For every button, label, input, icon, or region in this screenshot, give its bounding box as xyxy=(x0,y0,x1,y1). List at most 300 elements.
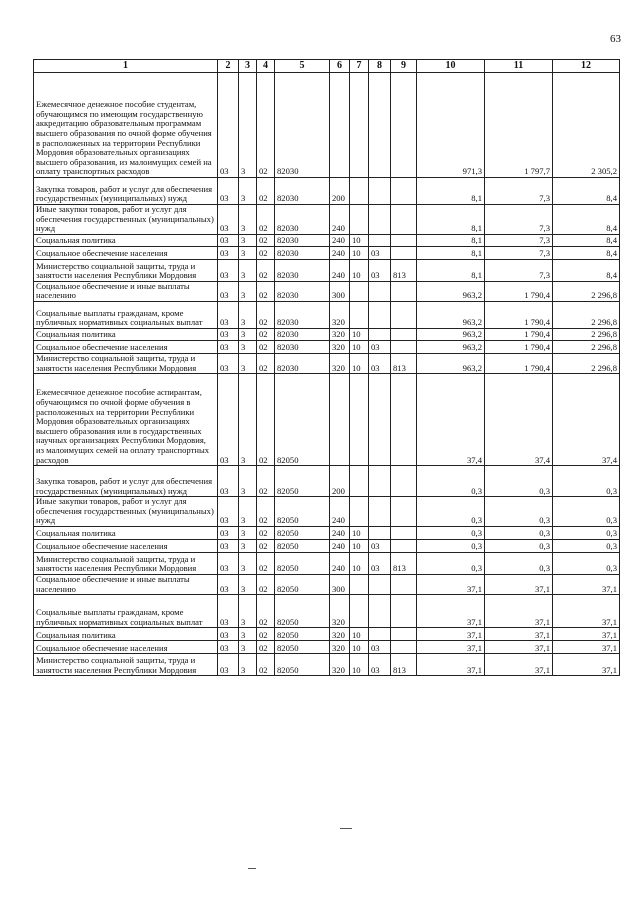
row-value-cell: 37,4 xyxy=(417,374,485,466)
row-value-cell: 2 296,8 xyxy=(553,328,620,340)
row-value-cell: 03 xyxy=(218,539,239,552)
row-value-cell: 10 xyxy=(350,328,369,340)
row-value-cell: 200 xyxy=(330,178,350,205)
row-value-cell: 02 xyxy=(257,552,275,574)
row-value-cell: 82030 xyxy=(275,340,330,353)
row-value-cell: 300 xyxy=(330,574,350,594)
row-value-cell: 82030 xyxy=(275,73,330,178)
table-row xyxy=(34,178,620,205)
row-value-cell: 82050 xyxy=(275,374,330,466)
row-value-cell: 7,3 xyxy=(485,178,553,205)
row-value-cell: 03 xyxy=(369,353,391,373)
row-value-cell: 10 xyxy=(350,234,369,246)
row-value-cell: 3 xyxy=(239,259,257,281)
row-value-cell: 10 xyxy=(350,552,369,574)
row-value-cell: 03 xyxy=(218,628,239,641)
row-value-cell: 7,3 xyxy=(485,259,553,281)
scan-mark xyxy=(340,828,352,829)
row-value-cell: 03 xyxy=(218,205,239,235)
row-value-cell: 03 xyxy=(218,552,239,574)
row-value-cell xyxy=(369,497,391,527)
row-value-cell: 240 xyxy=(330,234,350,246)
row-value-cell: 963,2 xyxy=(417,353,485,373)
table-row xyxy=(34,73,620,178)
row-value-cell: 2 296,8 xyxy=(553,281,620,301)
row-value-cell: 240 xyxy=(330,526,350,539)
row-value-cell xyxy=(391,526,417,539)
column-header: 4 xyxy=(257,60,275,73)
row-value-cell xyxy=(350,574,369,594)
row-value-cell: 10 xyxy=(350,641,369,654)
row-value-cell: 37,1 xyxy=(553,574,620,594)
row-value-cell: 813 xyxy=(391,259,417,281)
row-value-cell: 320 xyxy=(330,654,350,676)
row-value-cell: 3 xyxy=(239,654,257,676)
row-value-cell: 8,1 xyxy=(417,259,485,281)
row-name-cell: Ежемесячное денежное пособие студентам, обучающимся по имеющим государственную аккредитацию образовательным программам высшего образования по очной форме обучения в расположенных на территории Республики Мордовия образовательных организациях высшего образования, из малоимущих семей на оплату транспортных расходов xyxy=(34,73,218,178)
row-value-cell xyxy=(391,73,417,178)
row-value-cell: 37,1 xyxy=(553,595,620,628)
row-value-cell: 03 xyxy=(218,301,239,328)
row-value-cell: 2 305,2 xyxy=(553,73,620,178)
page-number: 63 xyxy=(610,33,621,45)
table-row xyxy=(34,641,620,654)
row-value-cell: 971,3 xyxy=(417,73,485,178)
row-value-cell: 963,2 xyxy=(417,301,485,328)
row-value-cell: 320 xyxy=(330,340,350,353)
row-name-cell: Ежемесячное денежное пособие аспирантам, обучающимся по очной форме обучения в расположенных на территории Республики Мордовия образовательных организациях высшего образования или в государственных научных организациях Республики Мордовия, из малоимущих семей на оплату транспортных расходов xyxy=(34,374,218,466)
row-value-cell: 320 xyxy=(330,328,350,340)
row-value-cell: 3 xyxy=(239,595,257,628)
row-value-cell: 300 xyxy=(330,281,350,301)
row-value-cell xyxy=(350,178,369,205)
table-row xyxy=(34,301,620,328)
row-value-cell: 3 xyxy=(239,641,257,654)
row-value-cell: 3 xyxy=(239,466,257,497)
row-value-cell: 82050 xyxy=(275,539,330,552)
column-header: 2 xyxy=(218,60,239,73)
row-name-cell: Социальное обеспечение и иные выплаты населению xyxy=(34,281,218,301)
row-value-cell: 37,1 xyxy=(485,574,553,594)
row-name-cell: Социальная политика xyxy=(34,526,218,539)
row-value-cell: 37,1 xyxy=(553,641,620,654)
row-value-cell xyxy=(391,497,417,527)
row-value-cell: 0,3 xyxy=(553,497,620,527)
row-value-cell: 320 xyxy=(330,595,350,628)
row-value-cell: 03 xyxy=(218,234,239,246)
row-value-cell: 03 xyxy=(369,259,391,281)
row-value-cell xyxy=(350,73,369,178)
row-name-cell: Иные закупки товаров, работ и услуг для обеспечения государственных (муниципальных) нужд xyxy=(34,497,218,527)
row-value-cell: 0,3 xyxy=(485,497,553,527)
row-value-cell: 02 xyxy=(257,526,275,539)
row-value-cell: 813 xyxy=(391,552,417,574)
row-value-cell: 37,1 xyxy=(553,628,620,641)
row-value-cell: 10 xyxy=(350,628,369,641)
row-value-cell: 37,1 xyxy=(485,595,553,628)
row-value-cell xyxy=(369,374,391,466)
row-value-cell: 82030 xyxy=(275,205,330,235)
row-value-cell: 240 xyxy=(330,205,350,235)
row-value-cell: 03 xyxy=(218,641,239,654)
row-value-cell: 3 xyxy=(239,281,257,301)
row-value-cell: 240 xyxy=(330,246,350,259)
row-value-cell: 02 xyxy=(257,574,275,594)
row-value-cell: 0,3 xyxy=(417,552,485,574)
row-value-cell: 8,1 xyxy=(417,205,485,235)
row-value-cell: 3 xyxy=(239,328,257,340)
row-value-cell: 3 xyxy=(239,301,257,328)
row-value-cell: 813 xyxy=(391,353,417,373)
row-value-cell: 02 xyxy=(257,259,275,281)
row-value-cell: 3 xyxy=(239,340,257,353)
row-value-cell: 8,1 xyxy=(417,178,485,205)
row-value-cell: 03 xyxy=(218,246,239,259)
table-row xyxy=(34,205,620,235)
row-value-cell: 37,1 xyxy=(553,654,620,676)
row-value-cell: 37,1 xyxy=(417,595,485,628)
row-value-cell: 0,3 xyxy=(417,526,485,539)
row-value-cell: 02 xyxy=(257,246,275,259)
row-value-cell: 37,1 xyxy=(417,574,485,594)
row-value-cell xyxy=(369,466,391,497)
row-value-cell xyxy=(350,497,369,527)
row-value-cell: 37,1 xyxy=(417,654,485,676)
row-value-cell xyxy=(369,574,391,594)
row-value-cell: 3 xyxy=(239,552,257,574)
row-value-cell: 02 xyxy=(257,281,275,301)
row-value-cell: 8,4 xyxy=(553,246,620,259)
row-value-cell: 82030 xyxy=(275,301,330,328)
row-value-cell: 0,3 xyxy=(417,539,485,552)
row-value-cell: 02 xyxy=(257,497,275,527)
table-row xyxy=(34,552,620,574)
row-value-cell: 1 790,4 xyxy=(485,353,553,373)
row-name-cell: Министерство социальной защиты, труда и занятости населения Республики Мордовия xyxy=(34,353,218,373)
row-value-cell: 03 xyxy=(218,654,239,676)
row-value-cell: 3 xyxy=(239,234,257,246)
row-value-cell: 3 xyxy=(239,205,257,235)
row-value-cell: 03 xyxy=(218,73,239,178)
table-row xyxy=(34,526,620,539)
row-value-cell: 82050 xyxy=(275,466,330,497)
row-value-cell: 03 xyxy=(218,328,239,340)
row-value-cell: 03 xyxy=(218,497,239,527)
row-value-cell: 3 xyxy=(239,374,257,466)
row-value-cell xyxy=(391,539,417,552)
row-value-cell: 37,4 xyxy=(485,374,553,466)
row-value-cell: 1 797,7 xyxy=(485,73,553,178)
row-value-cell: 240 xyxy=(330,539,350,552)
row-value-cell: 37,1 xyxy=(417,641,485,654)
row-value-cell: 82050 xyxy=(275,641,330,654)
table-row xyxy=(34,539,620,552)
table-row xyxy=(34,628,620,641)
row-name-cell: Закупка товаров, работ и услуг для обеспечения государственных (муниципальных) нужд xyxy=(34,466,218,497)
row-value-cell: 2 296,8 xyxy=(553,340,620,353)
row-value-cell: 02 xyxy=(257,595,275,628)
row-value-cell xyxy=(350,374,369,466)
row-name-cell: Социальное обеспечение и иные выплаты населению xyxy=(34,574,218,594)
row-value-cell: 0,3 xyxy=(485,552,553,574)
row-value-cell xyxy=(391,234,417,246)
row-value-cell xyxy=(350,301,369,328)
row-value-cell: 02 xyxy=(257,73,275,178)
row-value-cell: 2 296,8 xyxy=(553,301,620,328)
row-name-cell: Социальное обеспечение населения xyxy=(34,246,218,259)
row-value-cell: 3 xyxy=(239,539,257,552)
row-value-cell: 02 xyxy=(257,353,275,373)
row-value-cell xyxy=(369,628,391,641)
row-name-cell: Социальная политика xyxy=(34,628,218,641)
row-name-cell: Социальное обеспечение населения xyxy=(34,641,218,654)
row-value-cell: 3 xyxy=(239,526,257,539)
row-value-cell xyxy=(391,281,417,301)
table-body xyxy=(34,73,620,676)
row-value-cell: 0,3 xyxy=(417,497,485,527)
row-value-cell xyxy=(391,246,417,259)
row-value-cell: 03 xyxy=(369,539,391,552)
row-value-cell: 320 xyxy=(330,628,350,641)
row-value-cell: 8,4 xyxy=(553,205,620,235)
column-header: 9 xyxy=(391,60,417,73)
row-value-cell: 03 xyxy=(369,641,391,654)
row-value-cell: 82030 xyxy=(275,281,330,301)
table-row xyxy=(34,340,620,353)
row-value-cell: 240 xyxy=(330,552,350,574)
row-value-cell: 240 xyxy=(330,497,350,527)
row-value-cell xyxy=(391,628,417,641)
table-row xyxy=(34,281,620,301)
row-value-cell: 320 xyxy=(330,353,350,373)
row-value-cell: 3 xyxy=(239,628,257,641)
table-row xyxy=(34,595,620,628)
row-value-cell: 02 xyxy=(257,466,275,497)
row-value-cell: 7,3 xyxy=(485,246,553,259)
row-value-cell: 82030 xyxy=(275,353,330,373)
row-value-cell xyxy=(369,281,391,301)
row-value-cell xyxy=(350,281,369,301)
column-header: 12 xyxy=(553,60,620,73)
row-value-cell: 02 xyxy=(257,539,275,552)
row-value-cell: 03 xyxy=(218,466,239,497)
table-row xyxy=(34,328,620,340)
row-name-cell: Социальные выплаты гражданам, кроме публичных нормативных социальных выплат xyxy=(34,301,218,328)
row-value-cell: 3 xyxy=(239,497,257,527)
row-value-cell: 82030 xyxy=(275,234,330,246)
row-value-cell: 8,4 xyxy=(553,178,620,205)
row-value-cell: 03 xyxy=(218,353,239,373)
row-value-cell: 02 xyxy=(257,178,275,205)
row-value-cell xyxy=(350,205,369,235)
row-value-cell xyxy=(369,595,391,628)
row-value-cell: 1 790,4 xyxy=(485,328,553,340)
table-row xyxy=(34,654,620,676)
row-value-cell: 82030 xyxy=(275,259,330,281)
table-row xyxy=(34,259,620,281)
row-value-cell: 03 xyxy=(218,595,239,628)
row-name-cell: Социальные выплаты гражданам, кроме публичных нормативных социальных выплат xyxy=(34,595,218,628)
row-value-cell: 3 xyxy=(239,178,257,205)
row-name-cell: Социальная политика xyxy=(34,328,218,340)
table-row xyxy=(34,466,620,497)
row-value-cell xyxy=(369,178,391,205)
row-value-cell: 82030 xyxy=(275,246,330,259)
table-row xyxy=(34,246,620,259)
row-value-cell xyxy=(369,526,391,539)
row-value-cell: 0,3 xyxy=(417,466,485,497)
row-name-cell: Министерство социальной защиты, труда и занятости населения Республики Мордовия xyxy=(34,654,218,676)
row-value-cell: 1 790,4 xyxy=(485,340,553,353)
row-name-cell: Социальное обеспечение населения xyxy=(34,539,218,552)
row-value-cell xyxy=(369,301,391,328)
column-header: 11 xyxy=(485,60,553,73)
table-row xyxy=(34,234,620,246)
row-value-cell: 3 xyxy=(239,246,257,259)
row-value-cell xyxy=(391,641,417,654)
row-value-cell: 03 xyxy=(218,526,239,539)
row-value-cell: 7,3 xyxy=(485,234,553,246)
row-value-cell xyxy=(391,205,417,235)
row-value-cell: 03 xyxy=(218,281,239,301)
row-name-cell: Социальная политика xyxy=(34,234,218,246)
row-value-cell: 0,3 xyxy=(553,466,620,497)
row-value-cell: 82050 xyxy=(275,654,330,676)
row-value-cell: 963,2 xyxy=(417,281,485,301)
row-value-cell: 37,1 xyxy=(485,641,553,654)
column-header: 8 xyxy=(369,60,391,73)
row-value-cell xyxy=(330,73,350,178)
table-row xyxy=(34,353,620,373)
row-value-cell: 82050 xyxy=(275,628,330,641)
row-value-cell xyxy=(369,73,391,178)
row-value-cell: 3 xyxy=(239,574,257,594)
row-name-cell: Закупка товаров, работ и услуг для обеспечения государственных (муниципальных) нужд xyxy=(34,178,218,205)
table-row xyxy=(34,574,620,594)
row-value-cell: 82050 xyxy=(275,497,330,527)
row-value-cell: 37,4 xyxy=(553,374,620,466)
row-value-cell: 8,4 xyxy=(553,234,620,246)
scan-mark xyxy=(248,868,256,869)
row-value-cell xyxy=(369,328,391,340)
row-value-cell: 2 296,8 xyxy=(553,353,620,373)
row-value-cell: 0,3 xyxy=(485,526,553,539)
row-value-cell: 82050 xyxy=(275,526,330,539)
row-value-cell: 02 xyxy=(257,641,275,654)
row-value-cell xyxy=(330,374,350,466)
row-value-cell: 37,1 xyxy=(417,628,485,641)
row-value-cell: 3 xyxy=(239,73,257,178)
row-value-cell: 02 xyxy=(257,301,275,328)
row-value-cell: 03 xyxy=(218,574,239,594)
row-value-cell: 82050 xyxy=(275,595,330,628)
row-value-cell: 963,2 xyxy=(417,340,485,353)
row-value-cell: 10 xyxy=(350,246,369,259)
column-header: 7 xyxy=(350,60,369,73)
row-value-cell: 10 xyxy=(350,539,369,552)
row-value-cell: 10 xyxy=(350,526,369,539)
row-value-cell: 0,3 xyxy=(553,539,620,552)
row-name-cell: Министерство социальной защиты, труда и занятости населения Республики Мордовия xyxy=(34,259,218,281)
row-value-cell: 963,2 xyxy=(417,328,485,340)
row-value-cell: 1 790,4 xyxy=(485,281,553,301)
row-value-cell xyxy=(369,205,391,235)
row-name-cell: Иные закупки товаров, работ и услуг для обеспечения государственных (муниципальных) нужд xyxy=(34,205,218,235)
row-value-cell: 3 xyxy=(239,353,257,373)
row-value-cell: 8,1 xyxy=(417,246,485,259)
row-value-cell: 03 xyxy=(218,259,239,281)
row-value-cell xyxy=(350,466,369,497)
row-value-cell: 37,1 xyxy=(485,628,553,641)
column-header: 5 xyxy=(275,60,330,73)
row-value-cell: 03 xyxy=(218,340,239,353)
row-value-cell xyxy=(391,574,417,594)
row-value-cell: 8,1 xyxy=(417,234,485,246)
row-value-cell: 82030 xyxy=(275,328,330,340)
row-value-cell xyxy=(391,466,417,497)
row-value-cell xyxy=(391,328,417,340)
row-value-cell: 02 xyxy=(257,340,275,353)
row-value-cell: 320 xyxy=(330,301,350,328)
table-row xyxy=(34,497,620,527)
row-value-cell xyxy=(391,374,417,466)
row-value-cell: 0,3 xyxy=(485,466,553,497)
column-header: 3 xyxy=(239,60,257,73)
row-value-cell: 7,3 xyxy=(485,205,553,235)
row-value-cell xyxy=(391,340,417,353)
row-value-cell: 37,1 xyxy=(485,654,553,676)
column-header: 1 xyxy=(34,60,218,73)
row-value-cell: 1 790,4 xyxy=(485,301,553,328)
row-value-cell: 320 xyxy=(330,641,350,654)
row-value-cell: 03 xyxy=(369,246,391,259)
row-value-cell: 02 xyxy=(257,205,275,235)
row-value-cell: 0,3 xyxy=(485,539,553,552)
row-value-cell xyxy=(369,234,391,246)
row-value-cell: 10 xyxy=(350,340,369,353)
row-value-cell: 03 xyxy=(218,374,239,466)
row-value-cell: 10 xyxy=(350,353,369,373)
row-value-cell: 0,3 xyxy=(553,526,620,539)
row-value-cell: 0,3 xyxy=(553,552,620,574)
row-value-cell: 03 xyxy=(369,340,391,353)
row-value-cell: 10 xyxy=(350,654,369,676)
row-value-cell: 02 xyxy=(257,654,275,676)
row-value-cell: 02 xyxy=(257,628,275,641)
row-value-cell: 03 xyxy=(369,552,391,574)
row-value-cell: 02 xyxy=(257,234,275,246)
row-name-cell: Социальное обеспечение населения xyxy=(34,340,218,353)
row-value-cell: 82050 xyxy=(275,574,330,594)
row-value-cell: 03 xyxy=(369,654,391,676)
row-value-cell: 02 xyxy=(257,374,275,466)
column-header: 6 xyxy=(330,60,350,73)
row-value-cell: 240 xyxy=(330,259,350,281)
row-value-cell xyxy=(391,178,417,205)
row-value-cell: 813 xyxy=(391,654,417,676)
row-value-cell: 02 xyxy=(257,328,275,340)
row-value-cell: 03 xyxy=(218,178,239,205)
row-value-cell xyxy=(350,595,369,628)
row-value-cell xyxy=(391,595,417,628)
row-value-cell: 8,4 xyxy=(553,259,620,281)
row-value-cell xyxy=(391,301,417,328)
table-header-row xyxy=(34,60,620,73)
budget-table xyxy=(33,59,620,676)
table-row xyxy=(34,374,620,466)
row-value-cell: 82030 xyxy=(275,178,330,205)
row-value-cell: 82050 xyxy=(275,552,330,574)
